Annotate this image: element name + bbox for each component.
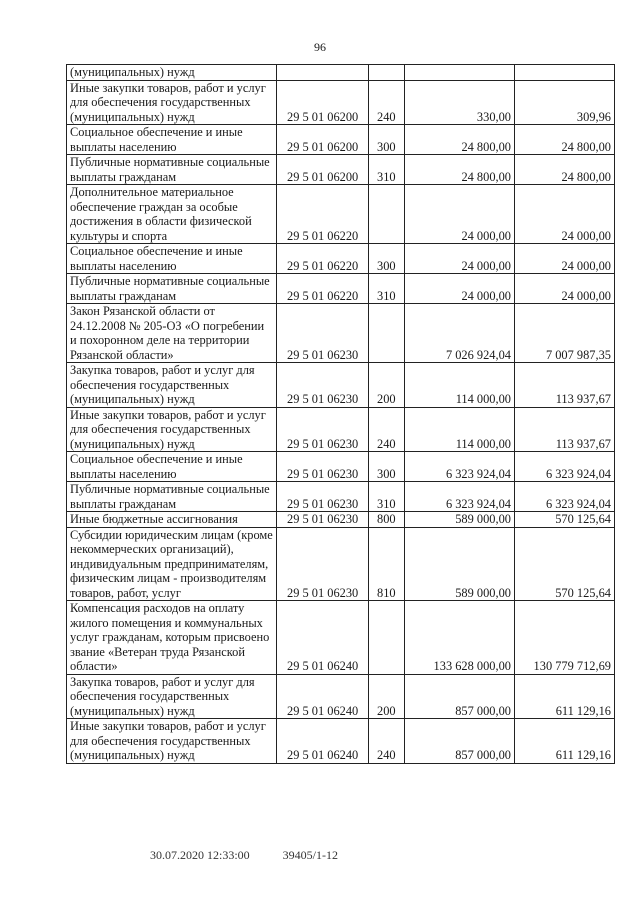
row-vr-cell: 310 — [369, 274, 405, 304]
row-name-cell: Иные закупки товаров, работ и услуг для обеспечения государственных (муниципальных) нужд — [67, 407, 277, 452]
row-fact-cell — [515, 65, 615, 81]
row-fact-cell: 570 125,64 — [515, 527, 615, 601]
table-row — [67, 512, 615, 528]
table-row — [67, 407, 615, 452]
row-code-cell: 29 5 01 06200 — [277, 125, 369, 155]
row-code-cell: 29 5 01 06240 — [277, 601, 369, 675]
row-plan-cell: 24 000,00 — [405, 185, 515, 244]
row-name-cell: Закон Рязанской области от 24.12.2008 № 205-ОЗ «О погребении и похоронном деле на территории Рязанской области» — [67, 304, 277, 363]
row-plan-cell: 330,00 — [405, 80, 515, 125]
row-name-cell: Иные бюджетные ассигнования — [67, 512, 277, 528]
row-name-cell: Закупка товаров, работ и услуг для обеспечения государственных (муниципальных) нужд — [67, 674, 277, 719]
table-row — [67, 304, 615, 363]
row-name-cell: (муниципальных) нужд — [67, 65, 277, 81]
page-number: 96 — [314, 40, 326, 54]
row-vr-cell: 310 — [369, 155, 405, 185]
budget-table-body — [67, 65, 615, 764]
row-plan-cell: 24 800,00 — [405, 125, 515, 155]
row-fact-cell: 570 125,64 — [515, 512, 615, 528]
row-vr-cell: 240 — [369, 719, 405, 764]
table-row — [67, 274, 615, 304]
row-vr-cell: 300 — [369, 452, 405, 482]
table-row — [67, 527, 615, 601]
row-vr-cell: 200 — [369, 674, 405, 719]
row-name-cell: Закупка товаров, работ и услуг для обеспечения государственных (муниципальных) нужд — [67, 363, 277, 408]
row-plan-cell: 857 000,00 — [405, 719, 515, 764]
row-vr-cell: 310 — [369, 482, 405, 512]
row-fact-cell: 309,96 — [515, 80, 615, 125]
row-vr-cell: 240 — [369, 407, 405, 452]
table-row — [67, 65, 615, 81]
row-vr-cell: 800 — [369, 512, 405, 528]
row-plan-cell: 7 026 924,04 — [405, 304, 515, 363]
row-fact-cell: 611 129,16 — [515, 674, 615, 719]
row-vr-cell — [369, 601, 405, 675]
row-plan-cell: 24 000,00 — [405, 274, 515, 304]
row-code-cell: 29 5 01 06220 — [277, 185, 369, 244]
row-vr-cell: 240 — [369, 80, 405, 125]
row-name-cell: Социальное обеспечение и иные выплаты населению — [67, 244, 277, 274]
row-code-cell: 29 5 01 06230 — [277, 452, 369, 482]
document-footer — [150, 848, 338, 863]
row-code-cell: 29 5 01 06230 — [277, 482, 369, 512]
row-plan-cell — [405, 65, 515, 81]
row-vr-cell: 810 — [369, 527, 405, 601]
row-name-cell: Дополнительное материальное обеспечение граждан за особые достижения в области физической культуры и спорта — [67, 185, 277, 244]
row-code-cell: 29 5 01 06200 — [277, 155, 369, 185]
row-vr-cell: 300 — [369, 125, 405, 155]
row-plan-cell: 6 323 924,04 — [405, 482, 515, 512]
row-fact-cell: 611 129,16 — [515, 719, 615, 764]
row-plan-cell: 589 000,00 — [405, 512, 515, 528]
table-row — [67, 80, 615, 125]
row-fact-cell: 24 000,00 — [515, 244, 615, 274]
row-fact-cell: 6 323 924,04 — [515, 482, 615, 512]
row-code-cell — [277, 65, 369, 81]
row-code-cell: 29 5 01 06230 — [277, 527, 369, 601]
row-code-cell: 29 5 01 06230 — [277, 363, 369, 408]
footer-timestamp: 30.07.2020 12:33:00 — [150, 848, 250, 862]
table-row — [67, 125, 615, 155]
row-vr-cell — [369, 185, 405, 244]
table-row — [67, 244, 615, 274]
table-row — [67, 452, 615, 482]
row-fact-cell: 24 800,00 — [515, 125, 615, 155]
row-code-cell: 29 5 01 06200 — [277, 80, 369, 125]
row-plan-cell: 133 628 000,00 — [405, 601, 515, 675]
row-fact-cell: 113 937,67 — [515, 407, 615, 452]
row-fact-cell: 24 000,00 — [515, 185, 615, 244]
row-plan-cell: 589 000,00 — [405, 527, 515, 601]
row-name-cell: Социальное обеспечение и иные выплаты населению — [67, 125, 277, 155]
row-code-cell: 29 5 01 06220 — [277, 274, 369, 304]
row-fact-cell: 24 800,00 — [515, 155, 615, 185]
row-fact-cell: 7 007 987,35 — [515, 304, 615, 363]
row-fact-cell: 6 323 924,04 — [515, 452, 615, 482]
row-name-cell: Публичные нормативные социальные выплаты гражданам — [67, 155, 277, 185]
table-row — [67, 155, 615, 185]
row-plan-cell: 857 000,00 — [405, 674, 515, 719]
row-fact-cell: 24 000,00 — [515, 274, 615, 304]
table-row — [67, 185, 615, 244]
row-name-cell: Публичные нормативные социальные выплаты гражданам — [67, 482, 277, 512]
row-code-cell: 29 5 01 06240 — [277, 719, 369, 764]
row-fact-cell: 130 779 712,69 — [515, 601, 615, 675]
row-vr-cell — [369, 65, 405, 81]
table-row — [67, 363, 615, 408]
row-plan-cell: 114 000,00 — [405, 407, 515, 452]
row-name-cell: Иные закупки товаров, работ и услуг для обеспечения государственных (муниципальных) нужд — [67, 80, 277, 125]
row-plan-cell: 6 323 924,04 — [405, 452, 515, 482]
row-code-cell: 29 5 01 06220 — [277, 244, 369, 274]
table-row — [67, 601, 615, 675]
row-code-cell: 29 5 01 06230 — [277, 304, 369, 363]
footer-doc-number: 39405/1-12 — [282, 848, 339, 862]
table-row — [67, 482, 615, 512]
row-plan-cell: 114 000,00 — [405, 363, 515, 408]
row-vr-cell: 300 — [369, 244, 405, 274]
row-code-cell: 29 5 01 06230 — [277, 512, 369, 528]
table-row — [67, 674, 615, 719]
table-row — [67, 719, 615, 764]
row-vr-cell — [369, 304, 405, 363]
row-fact-cell: 113 937,67 — [515, 363, 615, 408]
row-code-cell: 29 5 01 06230 — [277, 407, 369, 452]
row-code-cell: 29 5 01 06240 — [277, 674, 369, 719]
budget-table — [66, 64, 615, 764]
row-name-cell: Социальное обеспечение и иные выплаты населению — [67, 452, 277, 482]
row-name-cell: Публичные нормативные социальные выплаты гражданам — [67, 274, 277, 304]
row-name-cell: Субсидии юридическим лицам (кроме некоммерческих организаций), индивидуальным предпринимателям, физическим лицам - производителям товаров, работ, услуг — [67, 527, 277, 601]
row-name-cell: Компенсация расходов на оплату жилого помещения и коммунальных услуг гражданам, которым присвоено звание «Ветеран труда Рязанской области» — [67, 601, 277, 675]
row-plan-cell: 24 800,00 — [405, 155, 515, 185]
row-vr-cell: 200 — [369, 363, 405, 408]
row-plan-cell: 24 000,00 — [405, 244, 515, 274]
row-name-cell: Иные закупки товаров, работ и услуг для обеспечения государственных (муниципальных) нужд — [67, 719, 277, 764]
